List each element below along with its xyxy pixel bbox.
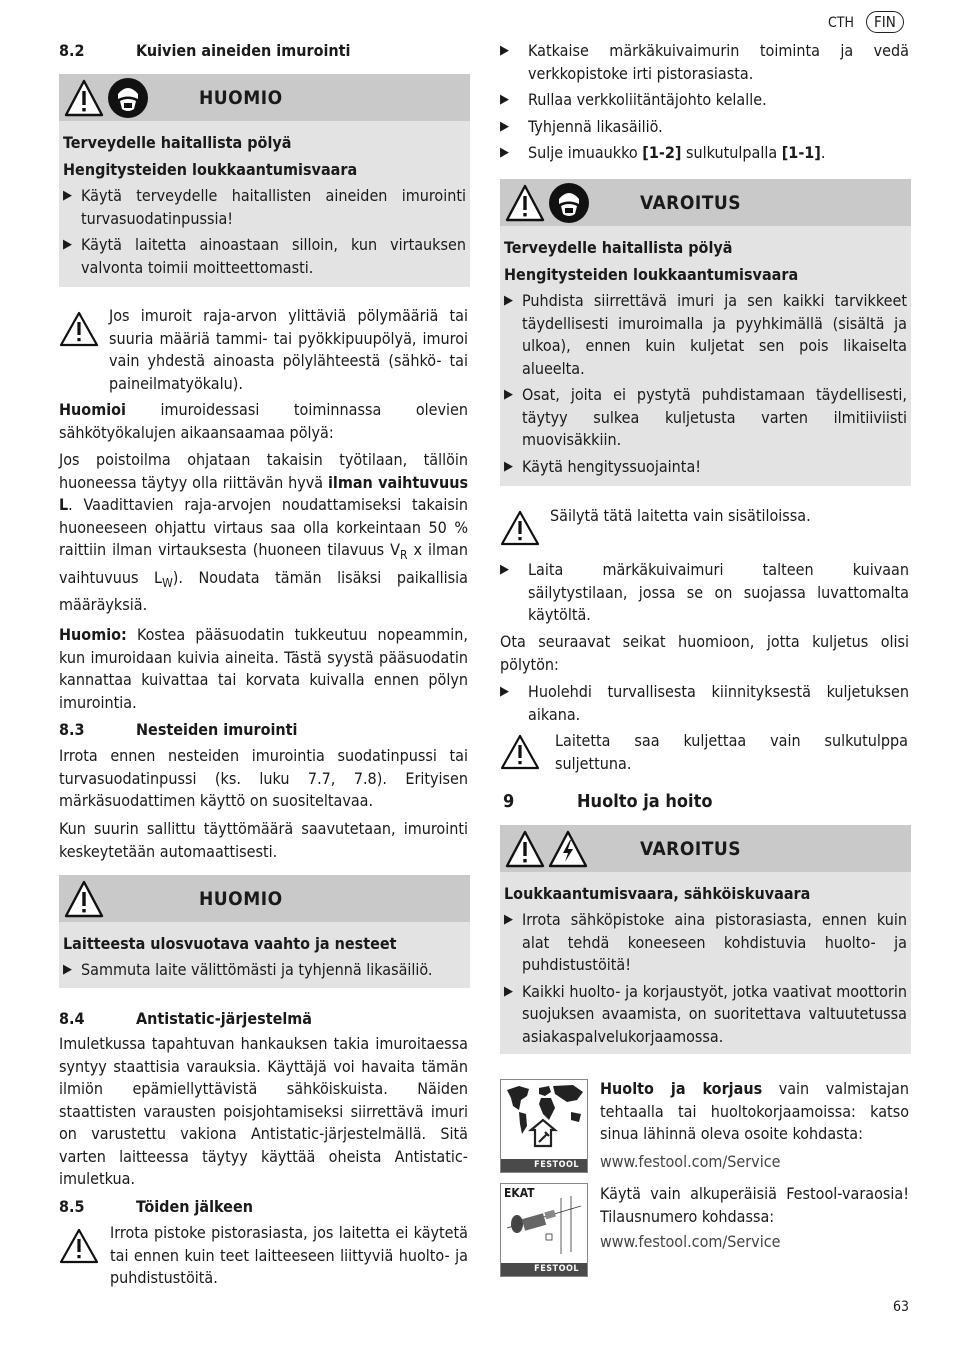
- arrow-icon: ▶: [504, 458, 513, 474]
- electric-shock-icon: [548, 830, 588, 868]
- paragraph-text: . Vaadittavien raja-arvojen noudattamiseksi takaisin huoneeseen ohjattu virtaus saa olla korkeintaan 50 % raittiin ilman virtauksesta (huoneen tilavuus V: [59, 495, 468, 559]
- section-title: Antistatic-järjestelmä: [136, 1009, 312, 1028]
- section-number: 8.5: [59, 1197, 85, 1216]
- brand-strip: [501, 1159, 587, 1172]
- notice-box-title: HUOMIO: [199, 888, 283, 910]
- brand-label: FESTOOL: [534, 1264, 579, 1274]
- subscript: W: [162, 575, 173, 590]
- notice-box-header: [59, 875, 470, 922]
- warning-box-dust: [500, 179, 911, 486]
- arrow-icon: ▶: [500, 684, 509, 699]
- section-8-3-heading: [59, 719, 469, 742]
- list-item: [500, 116, 909, 139]
- list-item: [500, 559, 909, 627]
- paragraph: Käytä vain alkuperäisiä Festool-varaosia! Tilausnumero kohdassa:: [600, 1184, 909, 1226]
- parts-link[interactable]: www.festool.com/Service: [600, 1232, 781, 1251]
- emphasis: Huomioi: [59, 400, 126, 419]
- warning-box-header: [500, 825, 911, 872]
- arrow-icon: ▶: [63, 962, 72, 977]
- list-item-text: Käytä laitetta ainoastaan silloin, kun virtauksen valvonta toimii moitteettomasti.: [81, 235, 466, 277]
- hazard-line: Terveydelle haitallista pölyä: [63, 133, 292, 152]
- paragraph: [600, 1078, 909, 1146]
- emphasis: Huolto ja korjaus: [600, 1079, 763, 1098]
- reference: [1-1]: [781, 143, 821, 162]
- arrow-icon: ▶: [500, 145, 509, 160]
- list-item: [504, 290, 907, 380]
- list-item: [63, 234, 466, 279]
- respirator-mask-icon: [107, 77, 149, 119]
- list-item: [504, 909, 907, 977]
- warning-triangle-icon: [505, 184, 545, 222]
- section-number: 8.2: [59, 41, 85, 60]
- warning-triangle-icon: [500, 734, 540, 770]
- list-item: [63, 959, 466, 982]
- paragraph-text: x ilman vaihtuvuus L: [59, 540, 469, 587]
- warning-box-electric: [500, 825, 911, 1054]
- storage-step: [500, 559, 909, 627]
- notice-box-dust: [59, 74, 470, 287]
- list-item-text: Laita märkäkuivaimuri talteen kuivaan säilytystilaan, jossa se on suojassa luvattomalta käytöltä.: [528, 560, 909, 624]
- warning-triangle-icon: [64, 79, 104, 117]
- header-language: FIN: [874, 13, 896, 31]
- hazard-line: Loukkaantumisvaara, sähköiskuvaara: [504, 884, 811, 903]
- section-number: 9: [503, 791, 515, 812]
- paragraph: [59, 624, 468, 714]
- arrow-icon: ▶: [504, 293, 513, 308]
- list-item-text: Katkaise märkäkuivaimurin toiminta ja vedä verkkopistoke irti pistorasiasta.: [528, 41, 909, 83]
- paragraph-text: imuroidessasi toiminnassa olevien sähkötyökalujen aikaansaamaa pölyä:: [59, 400, 468, 442]
- section-title: Töiden jälkeen: [136, 1197, 253, 1216]
- warning-text: Säilytä tätä laitetta vain sisätiloissa.: [550, 506, 811, 525]
- paragraph: Irrota ennen nesteiden imurointia suodatinpussi tai turvasuodatinpussi (ks. luku 7.7, 7.8). Erityisen märkäsuodattimen käyttö on suositeltavaa.: [59, 746, 468, 810]
- section-number: 8.4: [59, 1009, 85, 1028]
- list-item-text: Sammuta laite välittömästi ja tyhjennä likasäiliö.: [81, 960, 433, 979]
- notice-box-header: [59, 74, 470, 121]
- arrow-icon: ▶: [500, 43, 509, 58]
- list-item: [500, 681, 909, 726]
- warning-box-title: VAROITUS: [640, 838, 742, 860]
- paragraph-text: vain valmistajan tehtaalla tai huoltokorjaamoissa: katso sinua lähinnä oleva osoite kohdasta:: [600, 1079, 909, 1143]
- subscript: R: [400, 548, 408, 563]
- paragraph: [59, 449, 468, 617]
- paragraph: Imuletkussa tapahtuvan hankauksen takia imuroitaessa syntyy staattisia varauksia. Käyttäjä voi havaita tämän ilmiön epämiellyttävistä sähköiskuista. Näiden staattisten varausten poisjohtamiseksi siirrettävä imuri on varustettu vakiona Antistatic-järjestelmällä. Sitä varten laitteessa täytyy käyttää oheista Antistatic-imuletkua.: [59, 1034, 468, 1188]
- section-title: Nesteiden imurointi: [136, 720, 298, 739]
- list-item-text: Käytä terveydelle haitallisten aineiden imurointi turvasuodatinpussia!: [81, 186, 466, 228]
- emphasis: ilman vaihtuvuus L: [59, 472, 469, 514]
- transport-step: [500, 681, 909, 726]
- service-link[interactable]: www.festool.com/Service: [600, 1152, 781, 1171]
- brand-strip: [501, 1263, 587, 1276]
- warning-box-header: [500, 179, 911, 226]
- step-text: Sulje imuaukko: [528, 143, 643, 162]
- header-language-badge: [866, 11, 904, 33]
- paragraph-text: Kostea pääsuodatin tukkeutuu nopeammin, kun imuroidaan kuivia aineita. Tästä syystä pääsuodatin kannattaa kuivattaa tai korvata kuivalla ennen pölyn imurointia.: [59, 625, 468, 712]
- section-number: 8.3: [59, 720, 85, 739]
- section-title: Kuivien aineiden imurointi: [136, 41, 351, 60]
- warning-box-title: VAROITUS: [640, 192, 742, 214]
- list-item: [504, 384, 907, 452]
- warning-text: Irrota pistoke pistorasiasta, jos laitetta ei käytetä tai ennen kuin teet laitteeseen liittyviä huolto- ja puhdistustöitä.: [110, 1223, 468, 1287]
- list-item-text: Osat, joita ei pystytä puhdistamaan täydellisesti, täytyy sulkea kuljetusta varten ilmitiiviisti muovisäkkiin.: [522, 385, 907, 449]
- notice-box-foam: [59, 875, 470, 988]
- paragraph-text: ). Noudata tämän lisäksi paikallisia määräyksiä.: [59, 567, 469, 615]
- list-item: [504, 981, 907, 1049]
- hazard-line: Laitteesta ulosvuotava vaahto ja nesteet: [63, 934, 397, 953]
- brand-label: FESTOOL: [534, 1160, 579, 1170]
- arrow-icon: ▶: [500, 562, 509, 577]
- paragraph: Ota seuraavat seikat huomioon, jotta kuljetus olisi pölytön:: [500, 632, 909, 674]
- paragraph-text: Jos poistoilma ohjataan takaisin työtilaan, tällöin huoneessa täytyy olla riittävän hyvä: [59, 450, 468, 492]
- list-item-text: [528, 142, 909, 165]
- paragraph: [59, 399, 468, 444]
- list-item-text: Rullaa verkkoliitäntäjohto kelalle.: [528, 90, 767, 109]
- section-8-2-heading: [59, 40, 469, 63]
- list-item: [500, 40, 909, 85]
- step-text: sulkutulpalla: [681, 143, 782, 162]
- exploded-parts-icon: [501, 1184, 587, 1262]
- list-item: [500, 89, 909, 112]
- spare-parts-image: [500, 1183, 588, 1277]
- arrow-icon: ▶: [500, 92, 509, 107]
- reference: [1-2]: [642, 143, 682, 162]
- paragraph: Kun suurin sallittu täyttömäärä saavutetaan, imurointi keskeytetään automaattisesti.: [59, 819, 468, 861]
- list-item-text: Kaikki huolto- ja korjaustyöt, jotka vaativat moottorin suojuksen avaamista, on suoritettava valtuutetussa asiakaspalvelukorjaamossa.: [522, 981, 907, 1046]
- arrow-icon: ▶: [504, 983, 513, 999]
- page-number: 63: [893, 1299, 910, 1315]
- ekat-label: EKAT: [504, 1186, 535, 1200]
- section-8-4-heading: [59, 1008, 469, 1031]
- section-8-5-heading: [59, 1196, 469, 1219]
- notice-box-title: HUOMIO: [199, 87, 283, 109]
- arrow-icon: ▶: [500, 118, 509, 134]
- world-map-service-icon: [501, 1080, 587, 1158]
- hazard-line: Hengitysteiden loukkaantumisvaara: [504, 265, 799, 284]
- section-title: Huolto ja hoito: [577, 791, 713, 812]
- arrow-icon: ▶: [504, 387, 513, 402]
- list-item-text: Puhdista siirrettävä imuri ja sen kaikki tarvikkeet täydellisesti imuroimalla ja pyyhkimällä (sisältä ja ulkoa), ennen kuin kuljetat sen pois likaiselta alueelta.: [522, 291, 907, 378]
- hazard-line: Hengitysteiden loukkaantumisvaara: [63, 160, 358, 179]
- section-9-heading: [503, 789, 909, 815]
- step-text: .: [820, 143, 826, 162]
- list-item: [500, 142, 909, 165]
- warning-triangle-icon: [59, 1228, 99, 1264]
- warning-text: Jos imuroit raja-arvon ylittäviä pölymääriä tai suuria määriä tammi- tai pyökkipuupölyä, imuroi vain yhdestä ainoasta pölylähteestä (sähkö- tai paineilmatyökalu).: [109, 306, 468, 393]
- respirator-mask-icon: [548, 182, 590, 224]
- list-item-text: Huolehdi turvallisesta kiinnityksestä kuljetuksen aikana.: [528, 682, 909, 724]
- header-model: CTH: [828, 15, 854, 31]
- warning-triangle-icon: [500, 510, 540, 546]
- step-list: [500, 40, 909, 165]
- list-item: [63, 185, 466, 230]
- warning-triangle-icon: [505, 830, 545, 868]
- hazard-line: Terveydelle haitallista pölyä: [504, 238, 733, 257]
- arrow-icon: ▶: [63, 237, 72, 252]
- arrow-icon: ▶: [504, 912, 513, 927]
- warning-paragraph: [59, 305, 468, 395]
- warning-triangle-icon: [64, 880, 104, 918]
- list-item-text: Käytä hengityssuojainta!: [522, 456, 702, 476]
- list-item-text: Tyhjennä likasäiliö.: [528, 116, 663, 136]
- service-image: [500, 1079, 588, 1173]
- emphasis: Huomio:: [59, 625, 127, 644]
- list-item: [504, 456, 907, 479]
- arrow-icon: ▶: [63, 188, 72, 203]
- warning-text: Laitetta saa kuljettaa vain sulkutulppa suljettuna.: [555, 731, 908, 773]
- list-item-text: Irrota sähköpistoke aina pistorasiasta, ennen kuin alat tehdä koneeseen kohdistuvia huolto- ja puhdistustöitä!: [522, 910, 907, 974]
